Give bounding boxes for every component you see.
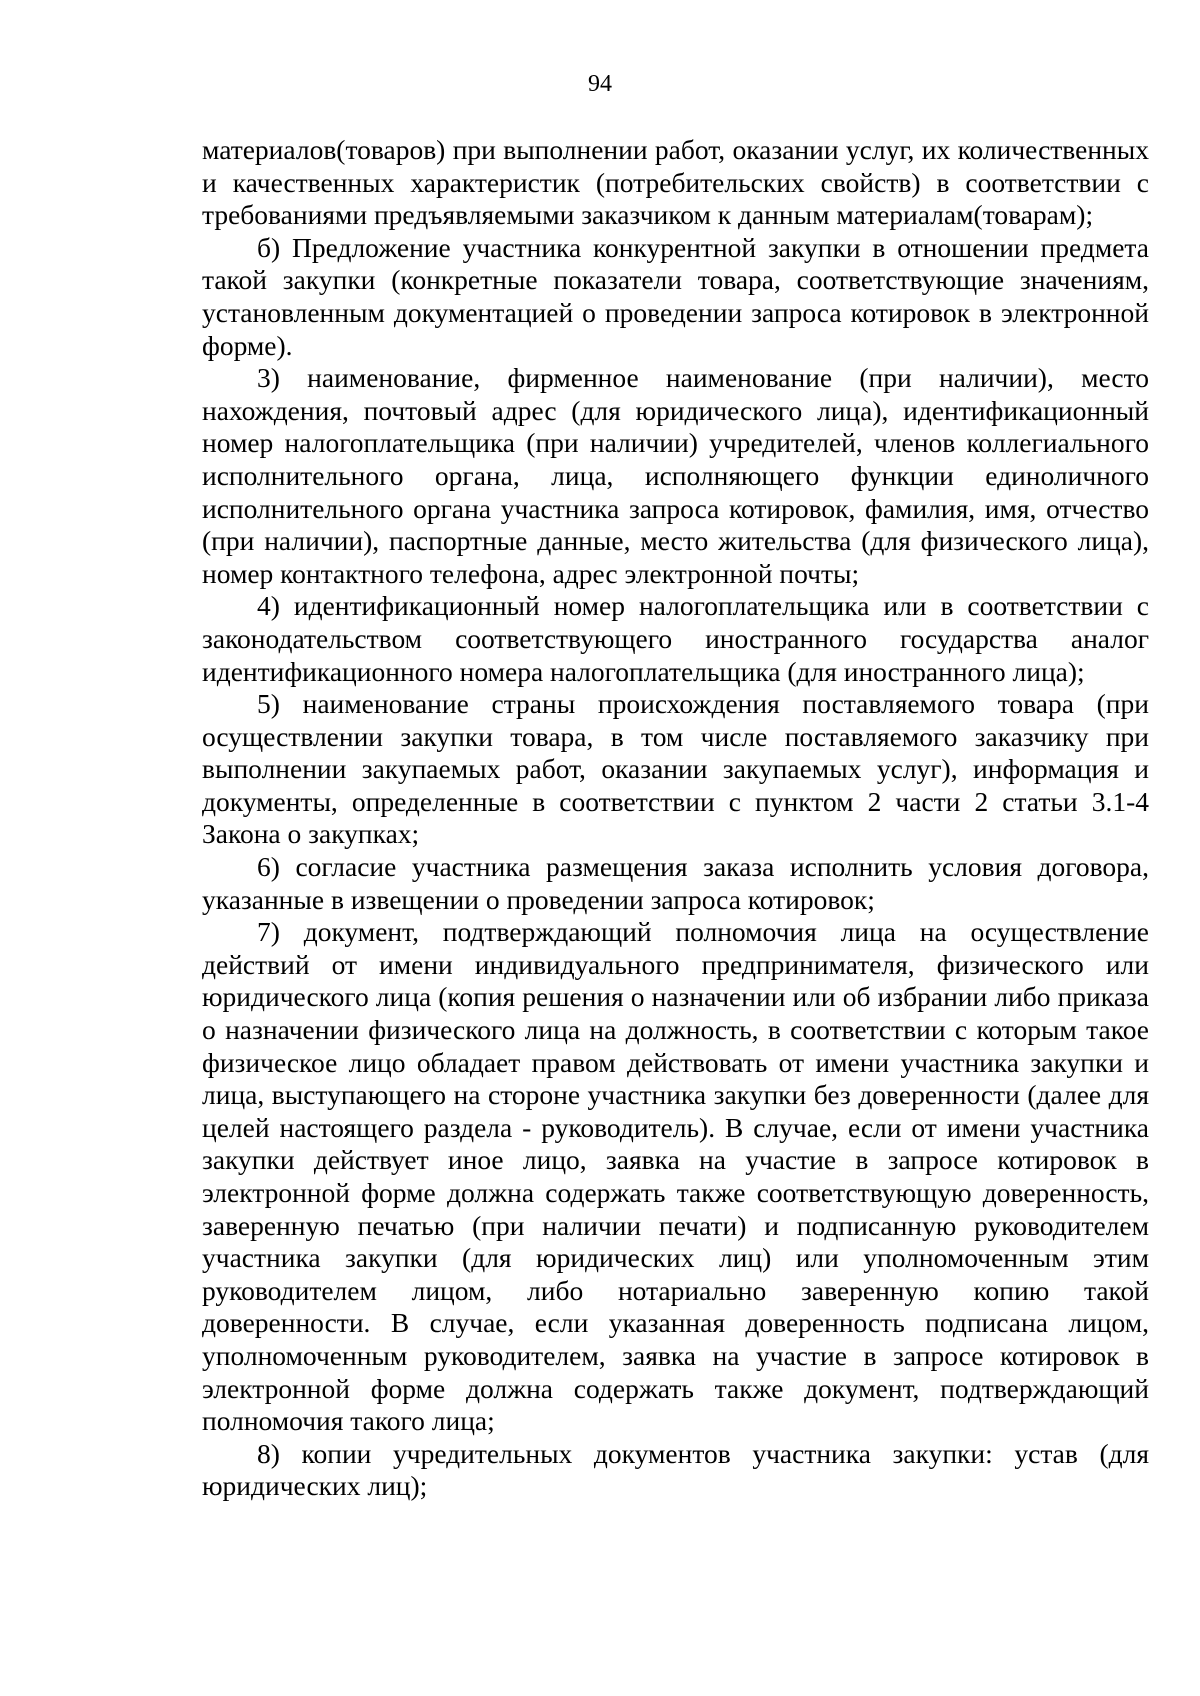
paragraph-continuation: материалов(товаров) при выполнении работ, оказании услуг, их количественных и качественных характеристик (потребительских свойств) в соответствии с требованиями предъявляемыми заказчиком к данным материалам(товарам); bbox=[202, 134, 1149, 231]
paragraph-item-8: 8) копии учредительных документов участника закупки: устав (для юридических лиц); bbox=[202, 1437, 1149, 1502]
paragraph-item-b: б) Предложение участника конкурентной закупки в отношении предмета такой закупки (конкретные показатели товара, соответствующие значениям, установленным документацией о проведении запроса котировок в электронной форме). bbox=[202, 231, 1149, 361]
paragraph-item-6: 6) согласие участника размещения заказа исполнить условия договора, указанные в извещении о проведении запроса котировок; bbox=[202, 851, 1149, 915]
paragraph-item-4: 4) идентификационный номер налогоплательщика или в соответствии с законодательством соответствующего иностранного государства аналог идентификационного номера налогоплательщика (для иностранного лица); bbox=[202, 590, 1149, 687]
page-number: 94 bbox=[588, 71, 612, 97]
paragraph-item-3: 3) наименование, фирменное наименование (при наличии), место нахождения, почтовый адрес (для юридического лица), идентификационный номер налогоплательщика (при наличии) учредителей, членов коллегиального исполнительного органа, лица, исполняющего функции единоличного исполнительного органа участника запроса котировок, фамилия, имя, отчество (при наличии), паспортные данные, место жительства (для физического лица), номер контактного телефона, адрес электронной почты; bbox=[202, 362, 1149, 589]
document-body bbox=[202, 134, 1149, 1503]
paragraph-item-5: 5) наименование страны происхождения поставляемого товара (при осуществлении закупки товара, в том числе поставляемого заказчику при выполнении закупаемых работ, оказании закупаемых услуг), информация и документы, определенные в соответствии с пунктом 2 части 2 статьи 3.1-4 Закона о закупках; bbox=[202, 688, 1149, 850]
paragraph-item-7: 7) документ, подтверждающий полномочия лица на осуществление действий от имени индивидуального предпринимателя, физического или юридического лица (копия решения о назначении или об избрании либо приказа о назначении физического лица на должность, в соответствии с которым такое физическое лицо обладает правом действовать от имени участника закупки и лица, выступающего на стороне участника закупки без доверенности (далее для целей настоящего раздела - руководитель). В случае, если от имени участника закупки действует иное лицо, заявка на участие в запросе котировок в электронной форме должна содержать также соответствующую доверенность, заверенную печатью (при наличии печати) и подписанную руководителем участника закупки (для юридических лиц) или уполномоченным этим руководителем лицом, либо нотариально заверенную копию такой доверенности. В случае, если указанная доверенность подписана лицом, уполномоченным руководителем, заявка на участие в запросе котировок в электронной форме должна содержать также документ, подтверждающий полномочия такого лица; bbox=[202, 916, 1149, 1437]
